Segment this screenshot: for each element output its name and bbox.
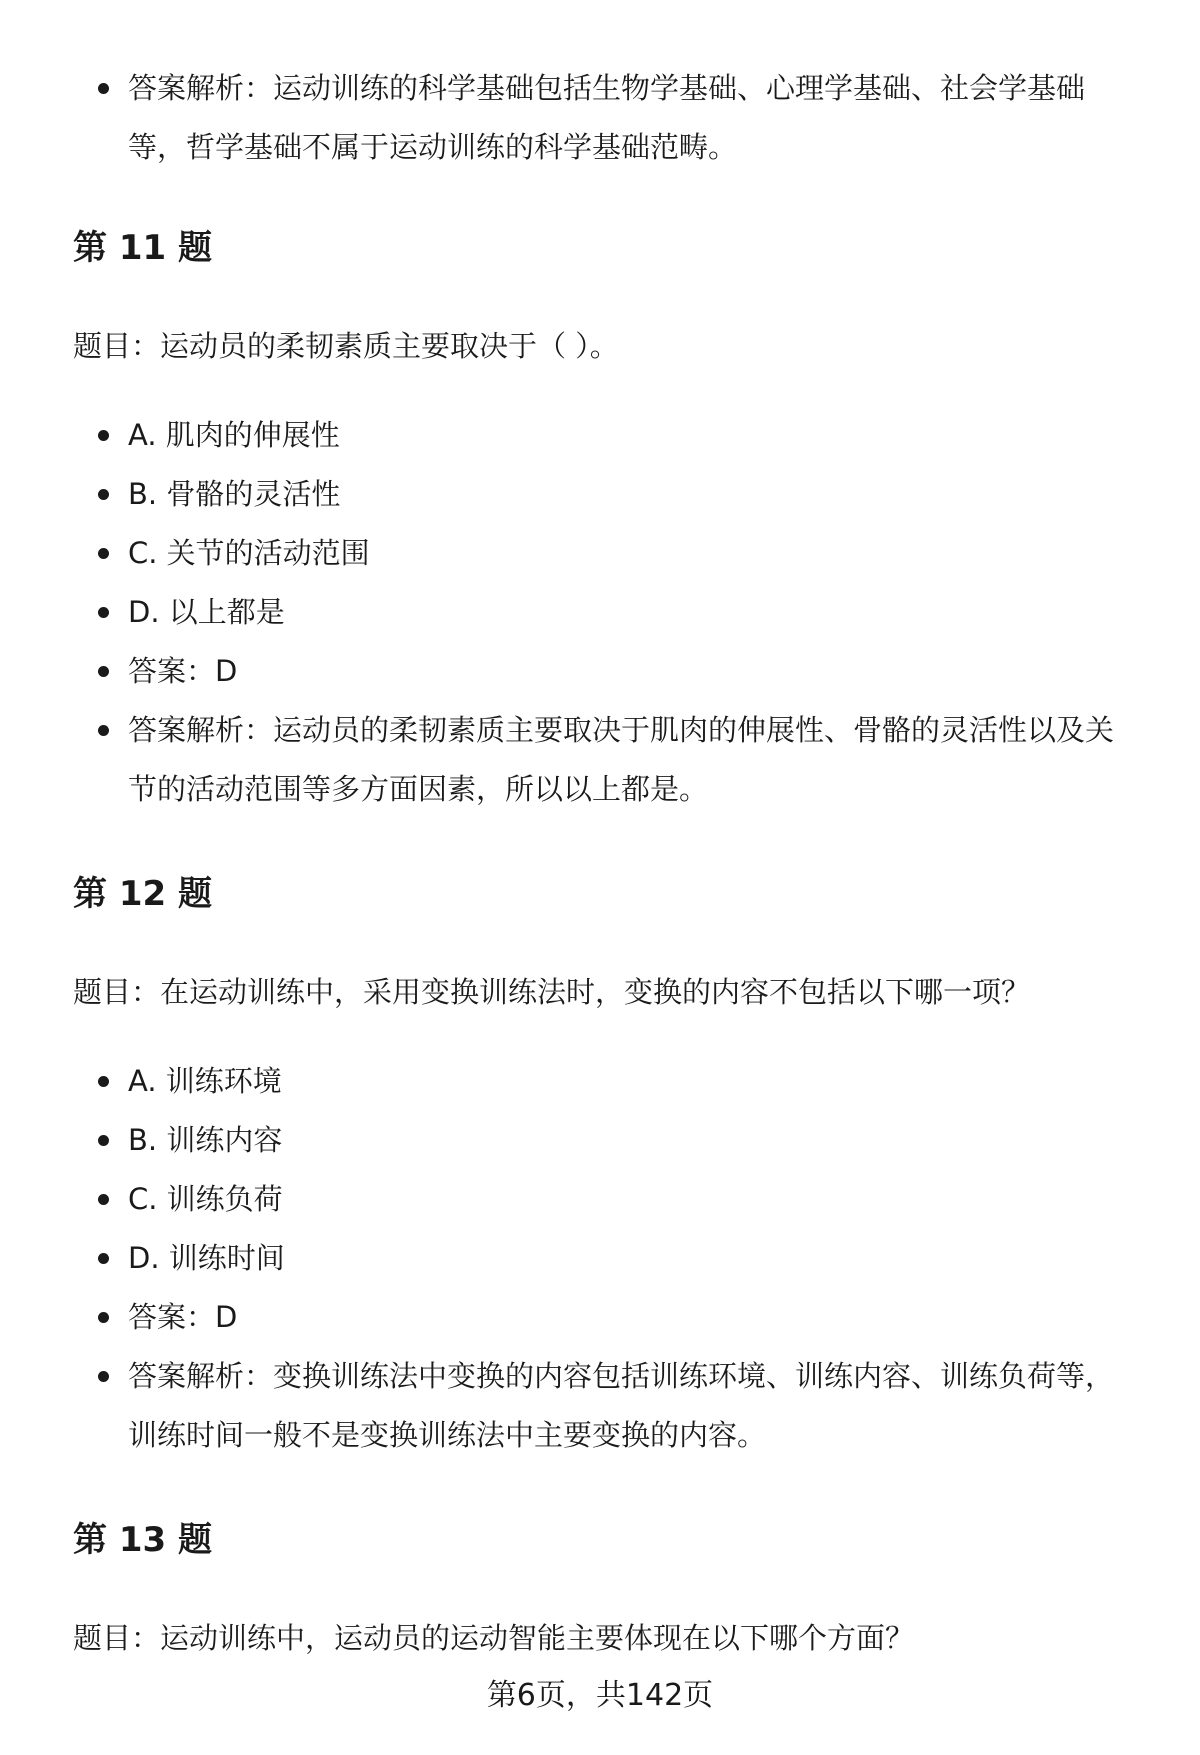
option-text: C. 关节的活动范围 (128, 536, 370, 570)
list-item-answer (0, 1288, 1200, 1347)
answer-text: 答案：D (128, 1300, 238, 1334)
bullet-icon (98, 430, 109, 441)
bullet-icon (98, 1135, 109, 1146)
bullet-icon (98, 1194, 109, 1205)
answer-text: 答案：D (128, 654, 238, 688)
list-item-option (0, 406, 1200, 465)
analysis-text: 答案解析：变换训练法中变换的内容包括训练环境、训练内容、训练负荷等，训练时间一般不是变换训练法中主要变换的内容。 (128, 1359, 1115, 1452)
option-text: D. 以上都是 (128, 595, 285, 629)
bullet-icon (98, 1076, 109, 1087)
question-heading: 第 12 题 (73, 874, 212, 914)
list-item-option (0, 583, 1200, 642)
options-list (0, 1052, 1200, 1465)
bullet-icon (98, 1312, 109, 1323)
option-text: A. 训练环境 (128, 1064, 282, 1098)
bullet-icon (98, 1371, 109, 1382)
option-text: C. 训练负荷 (128, 1182, 283, 1216)
bullet-icon (98, 607, 109, 618)
bullet-icon (98, 725, 109, 736)
option-text: B. 训练内容 (128, 1123, 283, 1157)
option-text: B. 骨骼的灵活性 (128, 477, 341, 511)
question-heading: 第 11 题 (73, 228, 212, 268)
list-item-analysis (0, 1347, 1200, 1465)
list-item-option (0, 1111, 1200, 1170)
option-text: A. 肌肉的伸展性 (128, 418, 340, 452)
list-item-analysis (0, 59, 1200, 177)
bullet-icon (98, 548, 109, 559)
analysis-text: 答案解析：运动员的柔韧素质主要取决于肌肉的伸展性、骨骼的灵活性以及关节的活动范围等多方面因素，所以以上都是。 (128, 713, 1115, 806)
bullet-icon (98, 83, 109, 94)
question-prompt: 题目：在运动训练中，采用变换训练法时，变换的内容不包括以下哪一项？ (73, 975, 1031, 1009)
question-heading: 第 13 题 (73, 1520, 212, 1560)
question-prompt: 题目：运动员的柔韧素质主要取决于（ ）。 (73, 329, 619, 363)
bullet-icon (98, 666, 109, 677)
bullet-icon (98, 489, 109, 500)
bullet-icon (98, 1253, 109, 1264)
list-item-analysis (0, 701, 1200, 819)
option-text: D. 训练时间 (128, 1241, 285, 1275)
list-item-option (0, 1052, 1200, 1111)
options-list (0, 406, 1200, 819)
page-footer: 第6页，共142页 (486, 1678, 714, 1713)
list-item-option (0, 1170, 1200, 1229)
list-item-answer (0, 642, 1200, 701)
question-prompt: 题目：运动训练中，运动员的运动智能主要体现在以下哪个方面？ (73, 1621, 915, 1655)
list-item-option (0, 1229, 1200, 1288)
analysis-text: 答案解析：运动训练的科学基础包括生物学基础、心理学基础、社会学基础等，哲学基础不属于运动训练的科学基础范畴。 (128, 71, 1086, 164)
list-item-option (0, 524, 1200, 583)
list-item-option (0, 465, 1200, 524)
prev-question-list (0, 59, 1200, 177)
